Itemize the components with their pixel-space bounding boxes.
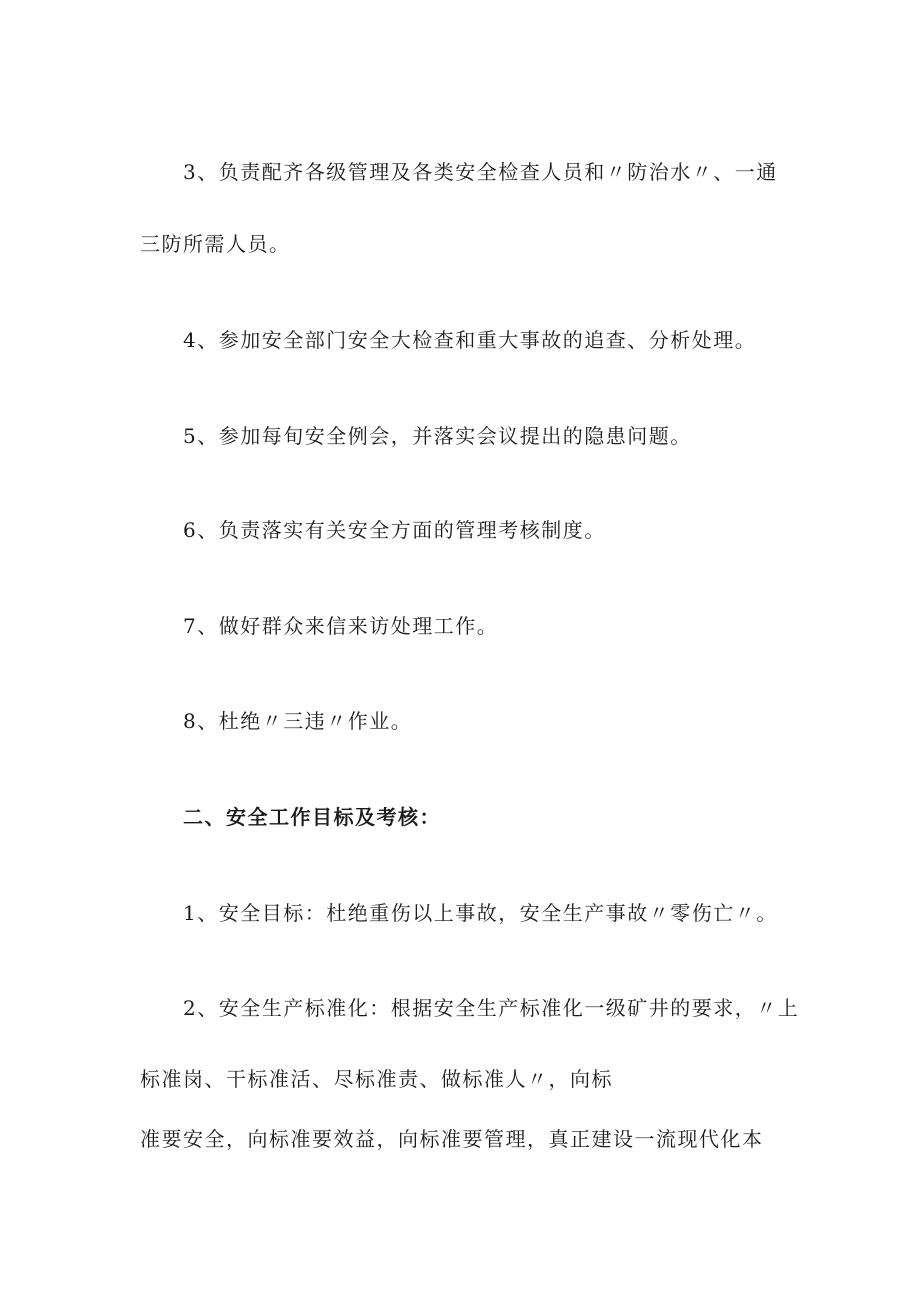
- paragraph-item-3-line-2: 三防所需人员。: [140, 232, 291, 256]
- paragraph-item-3-line-1: 3、负责配齐各级管理及各类安全检查人员和〃防治水〃、一通: [183, 160, 778, 184]
- paragraph-item-8: 8、杜绝〃三违〃作业。: [183, 709, 413, 733]
- paragraph-goal-2-line-3: 准要安全，向标准要效益，向标准要管理，真正建设一流现代化本: [140, 1127, 764, 1151]
- paragraph-goal-2-line-1: 2、安全生产标准化：根据安全生产标准化一级矿井的要求，〃上: [183, 996, 800, 1020]
- paragraph-item-6: 6、负责落实有关安全方面的管理考核制度。: [183, 518, 606, 542]
- paragraph-goal-2-line-2: 标准岗、干标准活、尽标准责、做标准人〃，向标: [140, 1067, 613, 1091]
- paragraph-item-5: 5、参加每旬安全例会，并落实会议提出的隐患问题。: [183, 424, 692, 448]
- section-heading: 二、安全工作目标及考核：: [183, 805, 441, 829]
- paragraph-goal-1: 1、安全目标：杜绝重伤以上事故，安全生产事故〃零伤亡〃。: [183, 901, 778, 925]
- paragraph-item-7: 7、做好群众来信来访处理工作。: [183, 614, 499, 638]
- paragraph-item-4: 4、参加安全部门安全大检查和重大事故的追查、分析处理。: [183, 328, 757, 352]
